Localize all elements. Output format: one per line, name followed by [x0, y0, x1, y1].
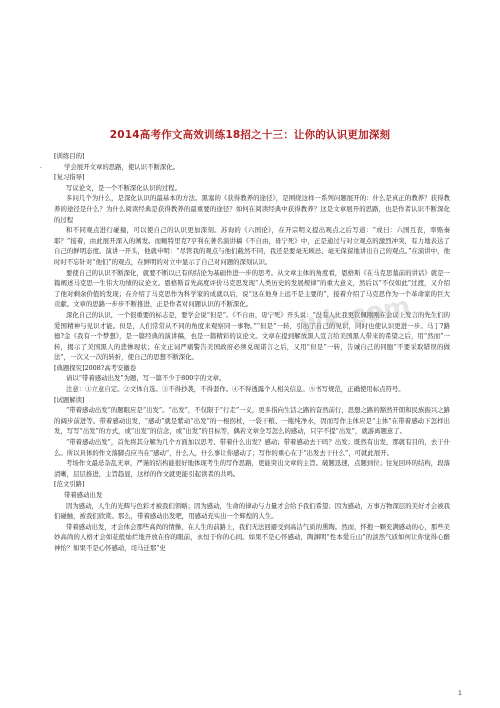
list-item: 学会展开文章的思路，使认识不断深化。	[64, 162, 180, 171]
body-paragraph: 深化自己的认识，一个很重要的标志是，要学会说“但是”。《不自由，毋宁死》开头说：“没有人比我更钦佩刚刚在会议上发言的先生们的爱国精神与见识才能。但是，人们常常从不同的角度来观察同一事物。”“但是”一转，引出了自己的见识，同时也使认识更进一步。马丁?路德?金《我有一个梦想》，是一篇经典的演讲稿，也是一篇精彩的议论文。文章在提到解放黑人宣言给美国黑人带来的希望之后，用“然而”一转，揭示了美国黑人的悲惨现状；在文正词严痛警告美国政府必须兑现诺言之后，又用“但是”一转，告诫自己的同胞“不要采取错误的做法”，一次又一次的转折，使自己的思想不断深化。	[54, 310, 450, 362]
document-body	[40, 151, 451, 554]
section-heading: [试题解读]	[54, 395, 85, 404]
body-paragraph: 写议论文，是一个不断深化认识的过程。	[66, 183, 182, 192]
body-paragraph: 要使自己的认识不断深化，就要不断以已有的结论为基础作进一步的思考。从文章主体的角度看，恩格斯《在马克思墓前的讲话》就是一篇阐述马克思一生伟大功绩的议论文。恩格斯首先高度评价马克思发现“人类历史的发展规律”的重大意义，然后以“不仅如此”过渡，又介绍了他对剩余价值的发现；在介绍了马克思作为科学家的成就以后，说“这在他身上远不是主要的”，接着介绍了马克思作为一个革命家的巨大贡献。文章的思路一步步不断推进，正是作者对问题认识的不断深化。	[54, 268, 450, 309]
body-paragraph: “带着感动出发”的题眼应是“出发”。“出发”，不仅限于“行走”一义，更多指向生活之路的奋然前行，思想之路的豁然开朗和民族振兴之路的阔步前进等。带着感动出发，“感动”就是紫动“出发”的一根拐杖，一袋干粮、一瓶纯净水，因而写作主体应是“主体”在带着感动下怎样出发，写写“出发”的方式，或“出发”的信念，或“出发”的目标等，偶若文章全写怎么的感动，只字不提“出发”，就游离题意了。	[54, 406, 451, 436]
body-paragraph: 请以“带着感动出发”为题，写一篇不少于800字的文章。	[66, 374, 226, 383]
page-number: 1	[458, 690, 462, 697]
body-paragraph: 注意：①立意自定。②文体自选。③不得抄袭，不得套作。④不得透露个人相关信息。⑤书写规范，正确使用标点符号。	[66, 385, 405, 394]
list-item: 带着感动出发	[64, 491, 103, 499]
document-title: 2014高考作文高效训练18招之十三：让你的认识更加深刻	[109, 129, 391, 141]
body-paragraph: 带着感动出发，才会体会那些高尚的情操，在人生的前路上，我们无法回避受到高洁气质的熏陶。然而，怀抱一颗充满感动的心，那些美妙高尚的人格才会如花般灿烂地开放在你的眼前，永恒于你的心间。如果不是心怀感动，陶渊明“性本爱丘山”的淡然气质如何让你觉得心醉神怡？如果不是心怀感动，司马迁那“史	[54, 522, 450, 552]
watermark-text: wk.com	[297, 291, 413, 341]
section-heading: [复习指导]	[54, 173, 85, 182]
bullet-dot: .	[40, 163, 42, 170]
section-heading: [典题探究]2008?高考安徽卷	[54, 363, 137, 372]
section-heading: [训练目的]	[54, 152, 85, 160]
body-paragraph: 因为感动，人生的光辉与色彩才被我们领略；因为感动，生命的律动与力量才会给予我们希望；因为感动，万事万物深层的美好才会被我们碰触，被我们欣赏。那么，带着感动出发吧，用感动充实出一个辉煌的人生。	[54, 501, 450, 521]
body-paragraph: “带着感动出发”，首先将其分解为几个方面加以思考、带着什么出发？感动；带着感动去干吗？出发；既然有出发，那就有目的，去干什么。所以具体的作文落脚点应当在“感动”，什么人，什么事让你感动了；写作的重心在于“出发去干什么”，可就此展开。	[54, 438, 450, 457]
body-paragraph: 和不同观点进行碰撞，可以使自己的认识更加深刻。苏询的《六国论》，在开宗明义提出观点之后写道：“或曰：六国互丧，率赂秦耶？”接着，由此展开深入的阐发。而鲍特里克?亨利在著名演讲稿《不自由，毋宁死》中，正是通过与对立观点的激烈冲突，有力地表达了自己的鲜明态度。演讲一开头，他就申明：“尽管我的观点与他们截然不同，我还是要毫无顾忌、毫无保留地讲出自己的观点。”在演讲中，他时时不忘针对“他们”的观点，在鲜明的对立中显示了自己对问题的深刻认识。	[54, 226, 450, 266]
body-paragraph: 多问几个为什么，是深化认识的最基本的方法。黑塞的《获得教养的途径》，是围绕这样一系列问题展开的：什么是真正的教养？获得教养的途径是什么？为什么阅读经典是获得教养的最重要的途径？如何在阅读经典中获得教养？这是文章展开的思路，也是作者认识不断深化的过程	[54, 194, 450, 224]
body-paragraph: 考场作文最忌杂乱无章，严谨的结构能很好地体现考生的写作思路，更能突出文章的主旨。破题迅速，点题到位；往复回环的结构，段落清晰，层层推进，主旨趋显，这样的作文就更能引起读者的共鸣。	[54, 459, 450, 478]
section-heading: [范文引路]	[54, 480, 85, 489]
